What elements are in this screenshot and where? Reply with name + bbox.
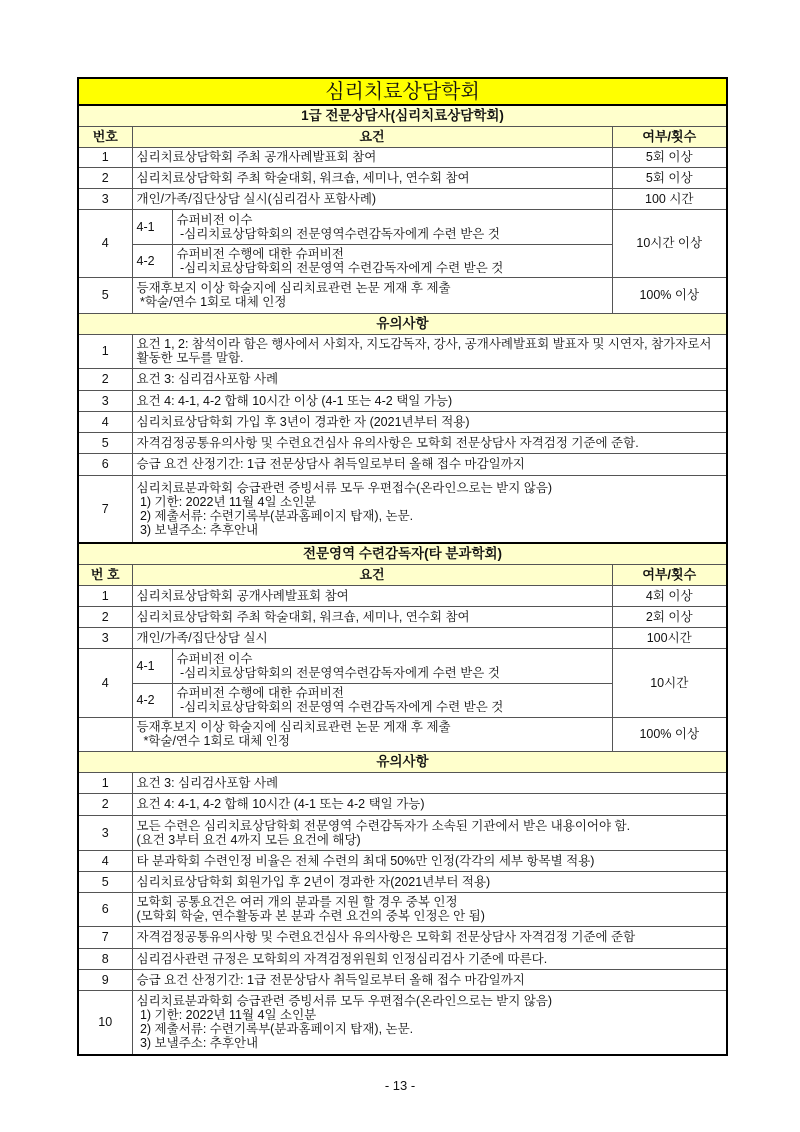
note-text: 승급 요건 산정기간: 1급 전문상담사 취득일로부터 올해 접수 마감일까지 — [132, 969, 727, 990]
sub-item-id: 4-1 — [132, 648, 172, 683]
row-count: 100% 이상 — [612, 717, 727, 751]
note-row — [78, 969, 727, 990]
note-text: 자격검정공통유의사항 및 수련요건심사 유의사항은 모학회 전문상담사 자격검정 기준에 준함. — [132, 432, 727, 453]
note-number: 7 — [78, 926, 132, 948]
note-text: 심리치료분과학회 승급관련 증빙서류 모두 우편접수(온라인으로는 받지 않음) 1) 기한: 2022년 11월 4일 소인분 2) 제출서류: 수련기록부(분과홈페이지 탑재), 논문. 3) 보낼주소: 추후안내 — [132, 475, 727, 543]
row-count: 5회 이상 — [612, 147, 727, 167]
note-text: 심리치료상담학회 가입 후 3년이 경과한 자 (2021년부터 적용) — [132, 411, 727, 432]
sub-item-text: 슈퍼비전 이수 -심리치료상담학회의 전문영역수련감독자에게 수련 받은 것 — [172, 648, 612, 683]
note-text: 승급 요건 산정기간: 1급 전문상담사 취득일로부터 올해 접수 마감일까지 — [132, 453, 727, 475]
note-row — [78, 772, 727, 793]
note-row — [78, 453, 727, 475]
row-number — [78, 717, 132, 751]
note-number: 3 — [78, 815, 132, 850]
note-number: 3 — [78, 390, 132, 411]
row-count: 4회 이상 — [612, 585, 727, 606]
notes-heading: 유의사항 — [78, 313, 727, 334]
note-row — [78, 871, 727, 892]
note-number: 8 — [78, 948, 132, 969]
row-requirement: 개인/가족/집단상담 실시 — [132, 627, 612, 648]
row-count: 100% 이상 — [612, 277, 727, 313]
note-text: 모학회 공통요건은 여러 개의 분과를 지원 할 경우 중복 인정 (모학회 학술, 연수활동과 본 분과 수련 요건의 중복 인정은 안 됨) — [132, 892, 727, 926]
table-row — [78, 585, 727, 606]
column-header-requirement: 요건 — [132, 564, 612, 585]
note-number: 1 — [78, 334, 132, 368]
note-number: 6 — [78, 892, 132, 926]
note-number: 10 — [78, 990, 132, 1055]
note-row — [78, 432, 727, 453]
note-row — [78, 390, 727, 411]
row-number: 1 — [78, 147, 132, 167]
table-row — [78, 648, 727, 683]
note-text: 심리검사관련 규정은 모학회의 자격검정위원회 인정심리검사 기준에 따른다. — [132, 948, 727, 969]
table-row — [78, 277, 727, 313]
column-header-number: 번 호 — [78, 564, 132, 585]
row-number: 2 — [78, 606, 132, 627]
note-number: 1 — [78, 772, 132, 793]
note-text: 요건 3: 심리검사포함 사례 — [132, 772, 727, 793]
table-row — [78, 167, 727, 188]
sub-item-id: 4-2 — [132, 683, 172, 717]
row-number: 3 — [78, 627, 132, 648]
row-requirement: 심리치료상담학회 공개사례발표회 참여 — [132, 585, 612, 606]
row-count: 2회 이상 — [612, 606, 727, 627]
row-number: 3 — [78, 188, 132, 209]
row-requirement: 개인/가족/집단상담 실시(심리검사 포함사례) — [132, 188, 612, 209]
table-row — [78, 627, 727, 648]
note-number: 4 — [78, 411, 132, 432]
page-number: - 13 - — [384, 1078, 416, 1093]
note-text: 타 분과학회 수련인정 비율은 전체 수련의 최대 50%만 인정(각각의 세부 항목별 적용) — [132, 850, 727, 871]
row-count: 10시간 — [612, 648, 727, 717]
row-number: 2 — [78, 167, 132, 188]
note-row — [78, 815, 727, 850]
note-number: 5 — [78, 871, 132, 892]
note-number: 6 — [78, 453, 132, 475]
column-header-number: 번호 — [78, 126, 132, 147]
row-requirement: 등재후보지 이상 학술지에 심리치료관련 논문 게재 후 제출 *학술/연수 1회로 대체 인정 — [132, 277, 612, 313]
note-row — [78, 926, 727, 948]
note-text: 자격검정공통유의사항 및 수련요건심사 유의사항은 모학회 전문상담사 자격검정 기준에 준함 — [132, 926, 727, 948]
table-row — [78, 147, 727, 167]
row-number: 4 — [78, 648, 132, 717]
section-heading: 전문영역 수련감독자(타 분과학회) — [78, 543, 727, 564]
table-header-row — [78, 126, 727, 147]
note-row — [78, 892, 727, 926]
note-text: 요건 4: 4-1, 4-2 합해 10시간 이상 (4-1 또는 4-2 택일 가능) — [132, 390, 727, 411]
document-title: 심리치료상담학회 — [78, 78, 727, 105]
row-requirement: 심리치료상담학회 주최 공개사례발표회 참여 — [132, 147, 612, 167]
note-row — [78, 368, 727, 390]
row-number: 4 — [78, 209, 132, 277]
note-text: 요건 3: 심리검사포함 사례 — [132, 368, 727, 390]
column-header-count: 여부/횟수 — [612, 564, 727, 585]
note-row — [78, 411, 727, 432]
row-number: 1 — [78, 585, 132, 606]
note-number: 7 — [78, 475, 132, 543]
note-row — [78, 475, 727, 543]
row-count: 10시간 이상 — [612, 209, 727, 277]
note-number: 2 — [78, 793, 132, 815]
table-row — [78, 606, 727, 627]
table-row — [78, 188, 727, 209]
sub-item-text: 슈퍼비전 수행에 대한 슈퍼비전 -심리치료상담학회의 전문영역 수련감독자에게 수련 받은 것 — [172, 683, 612, 717]
note-row — [78, 334, 727, 368]
note-row — [78, 948, 727, 969]
table-row — [78, 717, 727, 751]
note-text: 요건 4: 4-1, 4-2 합해 10시간 (4-1 또는 4-2 택일 가능) — [132, 793, 727, 815]
note-text: 심리치료상담학회 회원가입 후 2년이 경과한 자(2021년부터 적용) — [132, 871, 727, 892]
sub-item-text: 슈퍼비전 이수 -심리치료상담학회의 전문영역수련감독자에게 수련 받은 것 — [172, 209, 612, 244]
note-text: 심리치료분과학회 승급관련 증빙서류 모두 우편접수(온라인으로는 받지 않음) 1) 기한: 2022년 11월 4일 소인분 2) 제출서류: 수련기록부(분과홈페이지 탑재), 논문. 3) 보낼주소: 추후안내 — [132, 990, 727, 1055]
sub-item-text: 슈퍼비전 수행에 대한 슈퍼비전 -심리치료상담학회의 전문영역 수련감독자에게 수련 받은 것 — [172, 244, 612, 277]
row-count: 100시간 — [612, 627, 727, 648]
note-number: 2 — [78, 368, 132, 390]
row-count: 100 시간 — [612, 188, 727, 209]
note-number: 9 — [78, 969, 132, 990]
note-row — [78, 850, 727, 871]
row-requirement: 심리치료상담학회 주최 학술대회, 워크숍, 세미나, 연수회 참여 — [132, 606, 612, 627]
requirements-table — [77, 77, 728, 1056]
row-count: 5회 이상 — [612, 167, 727, 188]
sub-item-id: 4-2 — [132, 244, 172, 277]
notes-heading: 유의사항 — [78, 751, 727, 772]
table-header-row — [78, 564, 727, 585]
column-header-count: 여부/횟수 — [612, 126, 727, 147]
row-requirement: 심리치료상담학회 주최 학술대회, 워크숍, 세미나, 연수회 참여 — [132, 167, 612, 188]
note-row — [78, 990, 727, 1055]
row-requirement: 등재후보지 이상 학술지에 심리치료관련 논문 게재 후 제출 *학술/연수 1회로 대체 인정 — [132, 717, 612, 751]
note-row — [78, 793, 727, 815]
sub-item-id: 4-1 — [132, 209, 172, 244]
note-number: 5 — [78, 432, 132, 453]
note-text: 모든 수련은 심리치료상담학회 전문영역 수련감독자가 소속된 기관에서 받은 내용이어야 함. (요건 3부터 요건 4까지 모든 요건에 해당) — [132, 815, 727, 850]
note-number: 4 — [78, 850, 132, 871]
note-text: 요건 1, 2: 참석이라 함은 행사에서 사회자, 지도감독자, 강사, 공개사례발표회 발표자 및 시연자, 참가자로서 활동한 모두를 말함. — [132, 334, 727, 368]
row-number: 5 — [78, 277, 132, 313]
section-heading: 1급 전문상담사(심리치료상담학회) — [78, 105, 727, 126]
table-row — [78, 209, 727, 244]
column-header-requirement: 요건 — [132, 126, 612, 147]
